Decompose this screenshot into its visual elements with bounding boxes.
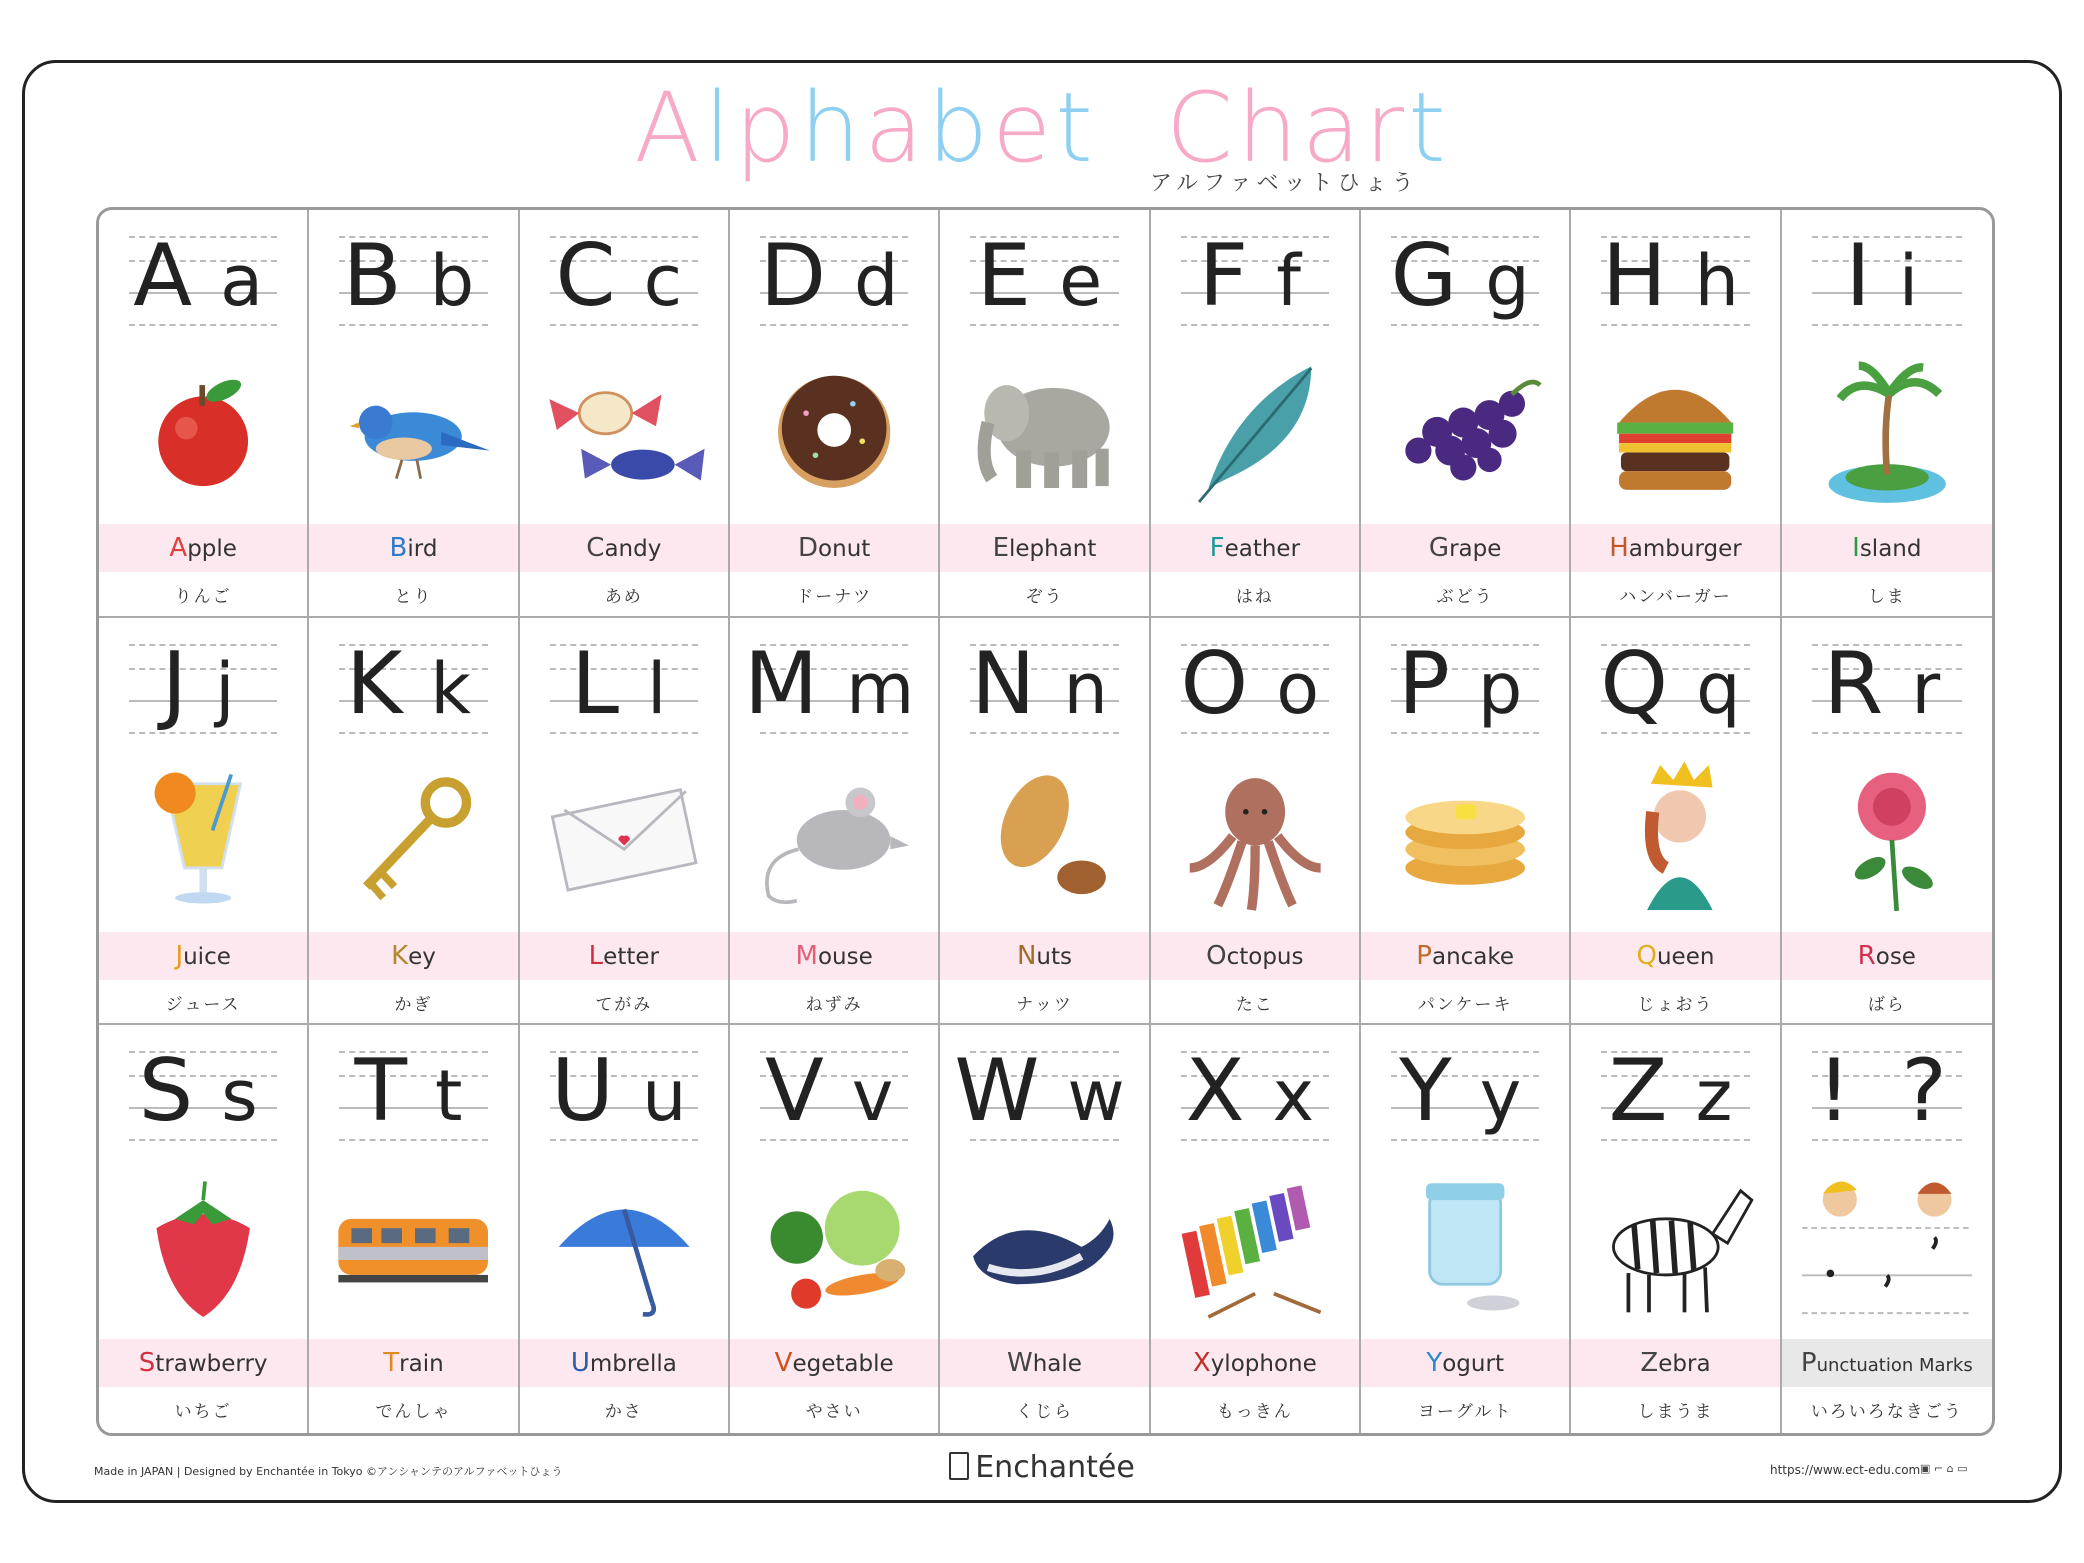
word-rest: sland	[1859, 536, 1922, 562]
lowercase-letter: c	[643, 240, 693, 322]
letter-pair	[520, 226, 728, 331]
nuts-icon	[960, 750, 1128, 926]
zebra-icon	[1591, 1157, 1759, 1333]
letter-card-n	[940, 618, 1150, 1026]
japanese-word: じょおう	[1637, 994, 1714, 1015]
lowercase-letter: s	[221, 1055, 268, 1138]
uppercase-letter: X	[1185, 1041, 1255, 1142]
alphabet-grid	[96, 207, 1995, 1436]
letter-card-b	[309, 210, 519, 618]
japanese-word: いろいろなきごう	[1810, 1402, 1963, 1423]
lowercase-letter: j	[215, 647, 245, 730]
bird-icon	[329, 342, 497, 518]
uppercase-letter: H	[1601, 226, 1677, 326]
xylophone-icon	[1171, 1157, 1339, 1333]
japanese-word: ぞう	[1025, 587, 1064, 607]
letter-card-a	[99, 210, 309, 618]
word-rest: ctopus	[1226, 943, 1304, 970]
lowercase-letter: h	[1694, 240, 1750, 322]
word-rest: ird	[407, 536, 438, 562]
letter-pair	[1571, 1041, 1779, 1146]
japanese-word: りんご	[174, 587, 232, 607]
lowercase-letter: d	[854, 240, 909, 322]
japanese-word: あめ	[604, 587, 643, 607]
letter-card-t	[309, 1025, 519, 1433]
letter-card-h	[1571, 210, 1781, 618]
word-rest: hale	[1032, 1351, 1082, 1378]
elephant-icon	[960, 342, 1128, 518]
word-rest: ouse	[817, 943, 873, 970]
letter-card-r	[1782, 618, 1992, 1026]
word-first-letter: Z	[1640, 1348, 1659, 1379]
title-letter: h	[1236, 72, 1302, 184]
title-letter: b	[927, 72, 993, 184]
uppercase-letter: U	[551, 1041, 625, 1142]
word-first-letter: X	[1192, 1348, 1211, 1379]
japanese-word: やさい	[805, 1402, 863, 1423]
safety-marks-icon: ▣ ⌐ ⌂ ▭	[1920, 1462, 1968, 1475]
japanese-word: くじら	[1015, 1402, 1073, 1423]
uppercase-letter: D	[759, 226, 837, 326]
word-rest: uts	[1036, 943, 1072, 970]
word-label	[1151, 932, 1359, 980]
uppercase-letter: Y	[1399, 1041, 1462, 1142]
word-label	[730, 1339, 938, 1387]
letter-card-i	[1782, 210, 1992, 618]
lowercase-letter: p	[1477, 647, 1533, 730]
word-label	[1571, 932, 1779, 980]
umbrella-icon	[540, 1157, 708, 1333]
japanese-word: ジュース	[165, 994, 241, 1015]
title-letter: e	[992, 72, 1056, 184]
letter-card-!	[1782, 1025, 1992, 1433]
lowercase-letter: m	[846, 647, 925, 730]
japanese-word: もっきん	[1216, 1402, 1293, 1423]
lowercase-letter: r	[1911, 647, 1951, 730]
letter-pair	[309, 1041, 517, 1146]
juice-icon	[119, 750, 287, 926]
word-rest: mbrella	[589, 1351, 677, 1378]
letter-pair	[1782, 226, 1992, 331]
uppercase-letter: W	[954, 1041, 1050, 1142]
word-first-letter: U	[570, 1348, 590, 1379]
brand-name: Enchantée	[975, 1450, 1135, 1485]
word-first-letter: N	[1016, 940, 1037, 971]
lowercase-letter: l	[647, 647, 677, 730]
letter-card-p	[1361, 618, 1571, 1026]
whale-icon	[960, 1157, 1128, 1333]
japanese-word: ヨーグルト	[1417, 1402, 1513, 1423]
word-first-letter: M	[795, 940, 818, 971]
uppercase-letter: T	[354, 1041, 418, 1142]
island-icon	[1802, 342, 1972, 518]
japanese-word: ドーナツ	[796, 587, 873, 607]
word-first-letter: J	[175, 940, 184, 971]
uppercase-letter: G	[1390, 226, 1468, 326]
uppercase-letter: M	[743, 633, 829, 734]
letter-card-m	[730, 618, 940, 1026]
word-rest: ey	[408, 943, 436, 970]
word-first-letter: G	[1428, 533, 1450, 563]
letter-card-z	[1571, 1025, 1781, 1433]
japanese-word: かさ	[604, 1402, 643, 1423]
lowercase-letter: q	[1696, 647, 1751, 730]
lowercase-letter: e	[1059, 240, 1113, 322]
letter-icon	[540, 750, 708, 926]
letter-card-w	[940, 1025, 1150, 1433]
mouse-icon	[750, 750, 918, 926]
word-rest: unctuation Marks	[1816, 1355, 1973, 1377]
word-rest: ose	[1875, 943, 1916, 970]
word-label	[99, 932, 307, 980]
word-label	[1782, 524, 1992, 572]
japanese-word: ねずみ	[805, 994, 863, 1015]
word-first-letter: C	[586, 533, 605, 563]
letter-card-c	[520, 210, 730, 618]
lowercase-letter: n	[1063, 647, 1118, 730]
letter-card-u	[520, 1025, 730, 1433]
word-first-letter: T	[383, 1348, 400, 1379]
japanese-word: しま	[1867, 587, 1906, 607]
title-letter: a	[1301, 72, 1365, 184]
word-label	[1361, 524, 1569, 572]
lowercase-letter: z	[1695, 1055, 1743, 1138]
lowercase-letter: ?	[1901, 1041, 1957, 1142]
letter-card-q	[1571, 618, 1781, 1026]
word-label	[940, 1339, 1148, 1387]
letter-pair	[1361, 1041, 1569, 1146]
lowercase-letter: f	[1276, 240, 1311, 322]
word-label	[520, 1339, 728, 1387]
word-first-letter: E	[992, 533, 1009, 563]
letter-pair	[730, 226, 938, 331]
letter-pair	[520, 634, 728, 739]
uppercase-letter: K	[346, 633, 413, 734]
footer-url[interactable]: https://www.ect-edu.com	[1770, 1463, 1921, 1477]
word-first-letter: P	[1416, 940, 1432, 971]
word-rest: trawberry	[155, 1351, 268, 1378]
word-first-letter: R	[1857, 940, 1876, 971]
letter-pair	[1782, 1041, 1992, 1141]
letter-pair	[730, 1041, 938, 1146]
word-rest: etter	[603, 943, 659, 970]
chart-title	[0, 68, 2084, 188]
letter-pair	[730, 634, 938, 739]
japanese-word: いちご	[174, 1402, 232, 1423]
word-first-letter: K	[391, 940, 409, 971]
word-first-letter: W	[1007, 1348, 1033, 1379]
title-letter: C	[1165, 72, 1237, 184]
word-first-letter: Q	[1636, 940, 1657, 971]
word-first-letter: A	[169, 533, 188, 563]
japanese-word: とり	[394, 587, 433, 607]
word-first-letter: H	[1609, 533, 1629, 563]
word-first-letter: S	[138, 1348, 156, 1379]
letter-pair	[1151, 634, 1359, 739]
word-label	[520, 932, 728, 980]
japanese-word: ハンバーガー	[1619, 587, 1732, 607]
letter-pair	[520, 1041, 728, 1146]
japanese-word: でんしゃ	[375, 1402, 452, 1423]
title-letter: r	[1364, 72, 1409, 184]
title-letter: l	[703, 72, 735, 184]
letter-card-s	[99, 1025, 309, 1433]
yogurt-icon	[1381, 1157, 1549, 1333]
lowercase-letter: w	[1067, 1055, 1135, 1138]
letter-pair	[99, 634, 307, 739]
uppercase-letter: P	[1398, 633, 1460, 734]
uppercase-letter: A	[133, 226, 203, 326]
letter-pair	[99, 226, 307, 331]
word-label	[1151, 524, 1359, 572]
lowercase-letter: t	[435, 1055, 473, 1138]
letter-card-v	[730, 1025, 940, 1433]
word-label	[1361, 932, 1569, 980]
word-first-letter: D	[798, 533, 819, 563]
japanese-word: たこ	[1235, 994, 1274, 1015]
letter-card-g	[1361, 210, 1571, 618]
word-rest: ogurt	[1442, 1351, 1504, 1378]
japanese-word: しまうま	[1637, 1402, 1714, 1423]
title-area	[0, 68, 2084, 198]
lowercase-letter: x	[1272, 1055, 1324, 1138]
uppercase-letter: !	[1816, 1041, 1862, 1142]
feather-icon	[1171, 342, 1339, 518]
rose-icon	[1802, 750, 1972, 926]
vegetable-icon	[750, 1157, 918, 1333]
brand-mark-icon	[949, 1452, 969, 1480]
donut-icon	[750, 342, 918, 518]
footer-credits: Made in JAPAN | Designed by Enchantée in Tokyo ©アンシャンテのアルファベットひょう	[94, 1465, 563, 1478]
apple-icon	[119, 342, 287, 518]
japanese-word: ナッツ	[1016, 994, 1073, 1015]
word-rest: ancake	[1431, 943, 1515, 970]
word-first-letter: O	[1206, 940, 1227, 971]
word-first-letter: Y	[1426, 1348, 1443, 1379]
word-rest: lephant	[1009, 536, 1097, 562]
word-label	[309, 524, 517, 572]
lowercase-letter: g	[1485, 240, 1540, 322]
word-rest: eather	[1224, 536, 1301, 562]
word-label	[1782, 932, 1992, 980]
word-label	[99, 524, 307, 572]
lowercase-letter: b	[429, 240, 485, 322]
word-label	[309, 1339, 517, 1387]
word-rest: uice	[183, 943, 231, 970]
uppercase-letter: L	[571, 633, 630, 734]
uppercase-letter: Q	[1600, 633, 1679, 734]
uppercase-letter: B	[342, 226, 412, 326]
word-rest: amburger	[1628, 536, 1742, 562]
key-icon	[329, 750, 497, 926]
queen-icon	[1591, 750, 1759, 926]
word-rest: egetable	[792, 1351, 894, 1378]
letter-card-x	[1151, 1025, 1361, 1433]
letter-pair	[99, 1041, 307, 1146]
lowercase-letter: y	[1479, 1055, 1532, 1138]
letter-card-f	[1151, 210, 1361, 618]
uppercase-letter: O	[1180, 633, 1259, 734]
word-rest: rape	[1449, 536, 1502, 562]
pancake-icon	[1381, 750, 1549, 926]
letter-pair	[1151, 1041, 1359, 1146]
japanese-word: てがみ	[595, 994, 653, 1015]
letter-card-d	[730, 210, 940, 618]
letter-card-k	[309, 618, 519, 1026]
letter-pair	[940, 226, 1148, 331]
japanese-word: パンケーキ	[1417, 994, 1513, 1015]
word-label	[940, 524, 1148, 572]
word-rest: ylophone	[1210, 1351, 1317, 1378]
uppercase-letter: F	[1198, 226, 1259, 326]
letter-pair	[1151, 226, 1359, 331]
letter-pair	[1571, 226, 1779, 331]
title-letter: a	[864, 72, 928, 184]
title-letter: h	[799, 72, 865, 184]
word-label	[1571, 1339, 1779, 1387]
word-label	[1151, 1339, 1359, 1387]
lowercase-letter: a	[220, 240, 274, 322]
letter-pair	[940, 1041, 1148, 1146]
lowercase-letter: v	[851, 1055, 904, 1138]
letter-pair	[1782, 634, 1992, 739]
letter-pair	[1361, 634, 1569, 739]
uppercase-letter: N	[971, 633, 1046, 734]
word-label	[520, 524, 728, 572]
lowercase-letter: o	[1276, 647, 1330, 730]
word-label	[309, 932, 517, 980]
hamburger-icon	[1591, 342, 1759, 518]
letter-card-y	[1361, 1025, 1571, 1433]
letter-pair	[1571, 634, 1779, 739]
word-first-letter: L	[588, 940, 604, 971]
uppercase-letter: V	[765, 1041, 834, 1142]
candy-icon	[540, 342, 708, 518]
title-letter: t	[1055, 72, 1097, 184]
letter-pair	[1361, 226, 1569, 331]
letter-card-e	[940, 210, 1150, 618]
uppercase-letter: S	[138, 1041, 204, 1142]
lowercase-letter: k	[430, 647, 481, 730]
uppercase-letter: C	[555, 226, 626, 326]
title-letter: A	[634, 72, 704, 184]
word-rest: rain	[399, 1351, 444, 1378]
letter-card-o	[1151, 618, 1361, 1026]
word-rest: ueen	[1656, 943, 1715, 970]
word-label	[99, 1339, 307, 1387]
word-label	[730, 932, 938, 980]
word-label	[1782, 1339, 1992, 1387]
punctuation-icon	[1802, 1157, 1972, 1333]
word-label	[1361, 1339, 1569, 1387]
japanese-word: かぎ	[394, 994, 433, 1015]
letter-card-j	[99, 618, 309, 1026]
uppercase-letter: R	[1823, 633, 1894, 734]
word-first-letter: V	[774, 1348, 793, 1379]
word-label	[940, 932, 1148, 980]
letter-pair	[940, 634, 1148, 739]
uppercase-letter: Z	[1608, 1041, 1678, 1142]
word-rest: pple	[187, 536, 237, 562]
japanese-word: ばら	[1867, 994, 1906, 1015]
word-first-letter: B	[389, 533, 408, 563]
word-label	[730, 524, 938, 572]
word-label	[1571, 524, 1779, 572]
word-first-letter: I	[1852, 533, 1860, 563]
grape-icon	[1381, 342, 1549, 518]
lowercase-letter: u	[642, 1055, 697, 1138]
word-first-letter: F	[1209, 533, 1225, 563]
train-icon	[329, 1157, 497, 1333]
word-first-letter: P	[1800, 1348, 1817, 1379]
chart-subtitle: アルファベットひょう	[1150, 171, 1419, 196]
japanese-word: ぶどう	[1436, 587, 1494, 607]
word-rest: onut	[818, 536, 871, 562]
strawberry-icon	[119, 1157, 287, 1333]
uppercase-letter: E	[976, 226, 1042, 326]
word-rest: ebra	[1658, 1351, 1711, 1378]
octopus-icon	[1171, 750, 1339, 926]
letter-card-l	[520, 618, 730, 1026]
japanese-word: はね	[1235, 587, 1274, 607]
uppercase-letter: J	[161, 633, 198, 734]
lowercase-letter: i	[1898, 240, 1929, 322]
title-letter: t	[1408, 72, 1450, 184]
letter-pair	[309, 226, 517, 331]
word-rest: andy	[604, 536, 662, 562]
title-letter: p	[734, 72, 800, 184]
letter-pair	[309, 634, 517, 739]
uppercase-letter: I	[1845, 226, 1881, 326]
